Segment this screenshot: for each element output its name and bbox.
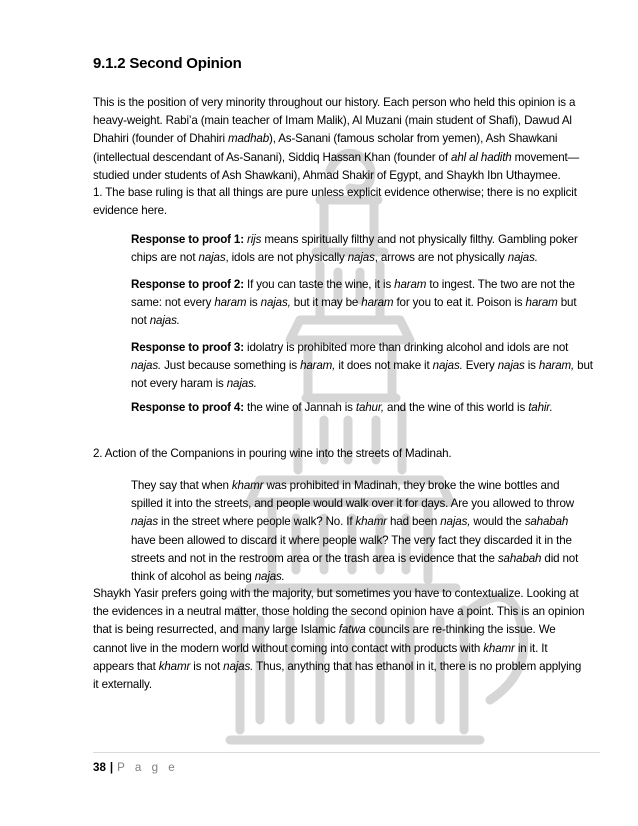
conclusion-paragraph: Shaykh Yasir prefers going with the majority, but sometimes you have to contextualize. Looking at the evidences in a neutral matter, those holding the second opinion have a point. This is an opinion that is being resurrected, and many large Islamic fatwa councils are re-thinking the issue. We cannot live in the modern world without coming into contact with products with khamr in it. It appears that khamr is not najas. Thus, anything that has ethanol in it, there is no problem applying it externally. <box>93 587 585 692</box>
intro-line-2: heavy-weight. Rabi’a (main teacher of Imam Malik), Al Muzani (main student of Shafi), Dawud Al <box>93 114 572 128</box>
response-proof-2: Response to proof 2: If you can taste the wine, it is haram to ingest. The two are not the same: not every haram is najas, but it may be haram for you to eat it. Poison is haram but not najas. <box>131 278 577 328</box>
intro-line-5: studied under students of Ash Shawkani), Ahmad Shakir of Egypt, and Shaykh Ibn Uthaymee. <box>93 168 561 182</box>
response-proof-3: Response to proof 3: idolatry is prohibited more than drinking alcohol and idols are not najas. Just because something is haram, it does not make it najas. Every najas is haram, but not every haram is najas. <box>131 341 593 391</box>
page-footer <box>93 761 178 774</box>
point-1-line-2: evidence here. <box>93 204 167 218</box>
response-label: Response to proof 1: <box>131 233 244 246</box>
intro-line-3: Dhahiri (founder of Dhahiri madhab), As-Sanani (famous scholar from yemen), Ash Shawkani <box>93 132 558 146</box>
intro-line-1: This is the position of very minority throughout our history. Each person who held this opinion is a <box>93 96 576 109</box>
response-proof-1: Response to proof 1: rijs means spiritually filthy and not physically filthy. Gambling poker chips are not najas, idols are not physically najas, arrows are not physically najas. <box>131 233 578 265</box>
point-2-line: 2. Action of the Companions in pouring wine into the streets of Madinah. <box>93 447 452 460</box>
point-1-line-1: 1. The base ruling is that all things are pure unless explicit evidence otherwise; there is no explicit <box>93 186 577 199</box>
point-2-paragraph <box>93 445 603 463</box>
response-label: Response to proof 3: <box>131 341 244 354</box>
footer-separator: | <box>109 761 114 774</box>
section-heading: 9.1.2 Second Opinion <box>93 55 242 72</box>
response-label: Response to proof 2: <box>131 278 244 291</box>
point-1-paragraph <box>93 184 603 220</box>
page-number: 38 <box>93 761 106 774</box>
companions-paragraph: They say that when khamr was prohibited in Madinah, they broke the wine bottles and spilled it into the streets, and people would walk over it for days. Are you allowed to throw najas in the street where people walk? No. If khamr had been najas, would the sahabah have been allowed to discard it where people walk? The very fact they discarded it in the streets and not in the restroom area or the trash area is evidence that the sahabah did not think of alcohol as being najas. <box>131 479 579 584</box>
intro-line-4: (intellectual descendant of As-Sanani), Siddiq Hassan Khan (founder of ahl al hadith movement— <box>93 150 580 164</box>
response-label: Response to proof 4: <box>131 401 244 414</box>
intro-paragraph <box>93 94 603 185</box>
response-proof-4: Response to proof 4: the wine of Jannah is tahur, and the wine of this world is tahir. <box>131 401 553 414</box>
footer-divider <box>93 752 600 753</box>
page-label: P a g e <box>117 761 179 774</box>
